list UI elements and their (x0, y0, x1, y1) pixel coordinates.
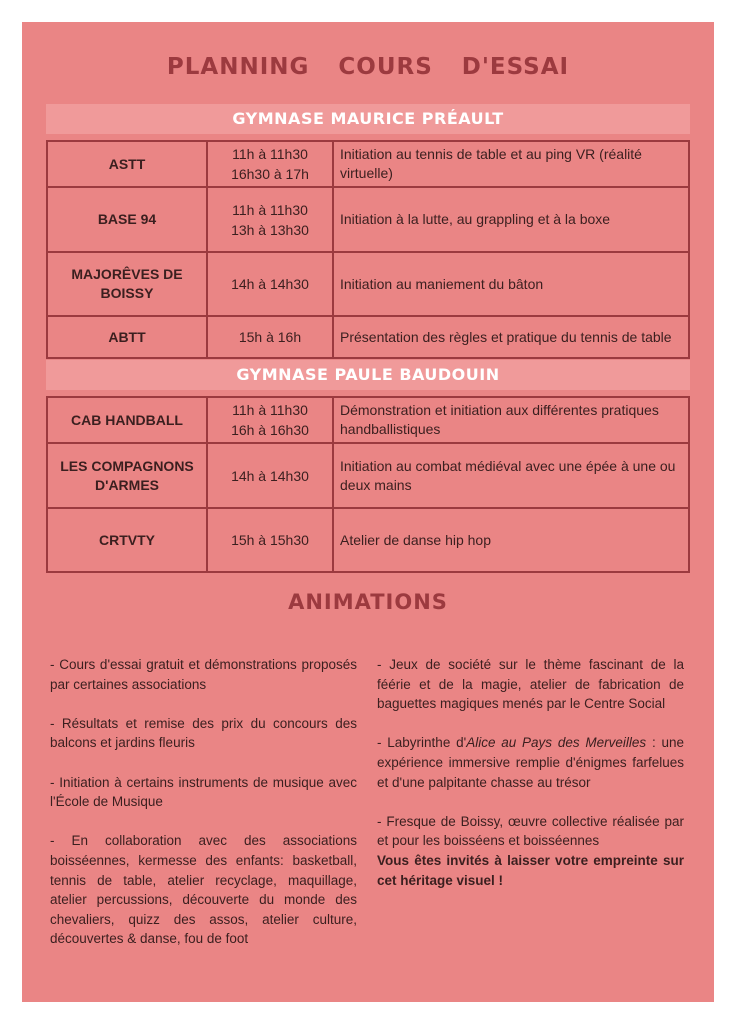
association-name: CRTVTY (47, 508, 207, 572)
animation-item: - Initiation à certains instruments de musique avec l'École de Musique (50, 774, 357, 810)
association-name: CAB HANDBALL (47, 397, 207, 443)
animation-item (377, 812, 684, 890)
activity-description: Initiation au tennis de table et au ping VR (réalité virtuelle) (333, 141, 689, 187)
schedule-table-paule-baudouin (46, 396, 690, 573)
animation-item: - Jeux de société sur le thème fascinant de la féérie et de la magie, atelier de fabrication de baguettes magiques menés par le Centre Social (377, 657, 684, 712)
time-slot (207, 252, 333, 316)
table-row (47, 187, 689, 252)
table-row (47, 508, 689, 572)
time-slot (207, 316, 333, 358)
association-name: ASTT (47, 141, 207, 187)
animations-right-column (377, 655, 684, 910)
association-name: MAJORÊVES DE BOISSY (47, 252, 207, 316)
activity-description: Initiation à la lutte, au grappling et à la boxe (333, 187, 689, 252)
flyer-page (22, 22, 714, 1002)
activity-description: Atelier de danse hip hop (333, 508, 689, 572)
animation-item: - Résultats et remise des prix du concours des balcons et jardins fleuris (50, 715, 357, 751)
activity-description: Initiation au combat médiéval avec une épée à une ou deux mains (333, 443, 689, 508)
table-row (47, 141, 689, 187)
time-slot (207, 443, 333, 508)
venue-header-paule-baudouin: GYMNASE PAULE BAUDOUIN (46, 360, 690, 390)
animation-item-italic-title: Alice au Pays des Merveilles (466, 735, 647, 751)
animation-item-text: - Labyrinthe d' (377, 735, 467, 751)
time-slot (207, 187, 333, 252)
animation-item (377, 733, 684, 792)
animation-item: - Cours d'essai gratuit et démonstrations proposés par certaines associations (50, 657, 357, 692)
table-row (47, 316, 689, 358)
time-line: 16h30 à 17h (231, 166, 309, 182)
time-line: 15h à 16h (238, 329, 302, 345)
time-line: 15h à 15h30 (231, 532, 309, 548)
venue-header-maurice-preault: GYMNASE MAURICE PRÉAULT (46, 104, 690, 134)
animation-item: - En collaboration avec des associations boisséennes, kermesse des enfants: basketball, tennis de table, atelier recyclage, maquillage, atelier percussions, découverte du monde des chevaliers, quizz des assos, atelier culture, découvertes & danse, fou de foot (50, 833, 357, 947)
association-name: ABTT (47, 316, 207, 358)
time-line: 14h à 14h30 (231, 467, 309, 484)
activity-description: Initiation au maniement du bâton (333, 252, 689, 316)
association-name: BASE 94 (47, 187, 207, 252)
table-row (47, 252, 689, 316)
time-line: 14h à 14h30 (231, 276, 309, 292)
activity-description: Démonstration et initiation aux différentes pratiques handballistiques (333, 397, 689, 443)
animation-item-text: - Fresque de Boissy, œuvre collective réalisée par et pour les boisséens et boisséennes (377, 813, 684, 849)
table-row (47, 397, 689, 443)
time-slot (207, 141, 333, 187)
association-name: LES COMPAGNONS D'ARMES (47, 443, 207, 508)
activity-description: Présentation des règles et pratique du tennis de table (333, 316, 689, 358)
schedule-table-maurice-preault (46, 140, 690, 359)
table-row (47, 443, 689, 508)
animation-item-text: : une expérience immersive remplie d'énigmes farfelues et d'une palpitante chasse au trésor (377, 735, 684, 790)
time-line: 11h à 11h30 (232, 402, 308, 418)
animations-title: ANIMATIONS (288, 590, 448, 614)
time-slot (207, 397, 333, 443)
page-title: PLANNING COURS D'ESSAI (166, 54, 570, 80)
time-line: 13h à 13h30 (231, 221, 309, 238)
time-line: 16h à 16h30 (231, 422, 309, 438)
animations-left-column (50, 655, 357, 969)
time-line: 11h à 11h30 (232, 201, 308, 218)
time-slot (207, 508, 333, 572)
animation-item-callout: Vous êtes invités à laisser votre empreinte sur cet héritage visuel ! (377, 852, 684, 888)
time-line: 11h à 11h30 (232, 146, 308, 162)
